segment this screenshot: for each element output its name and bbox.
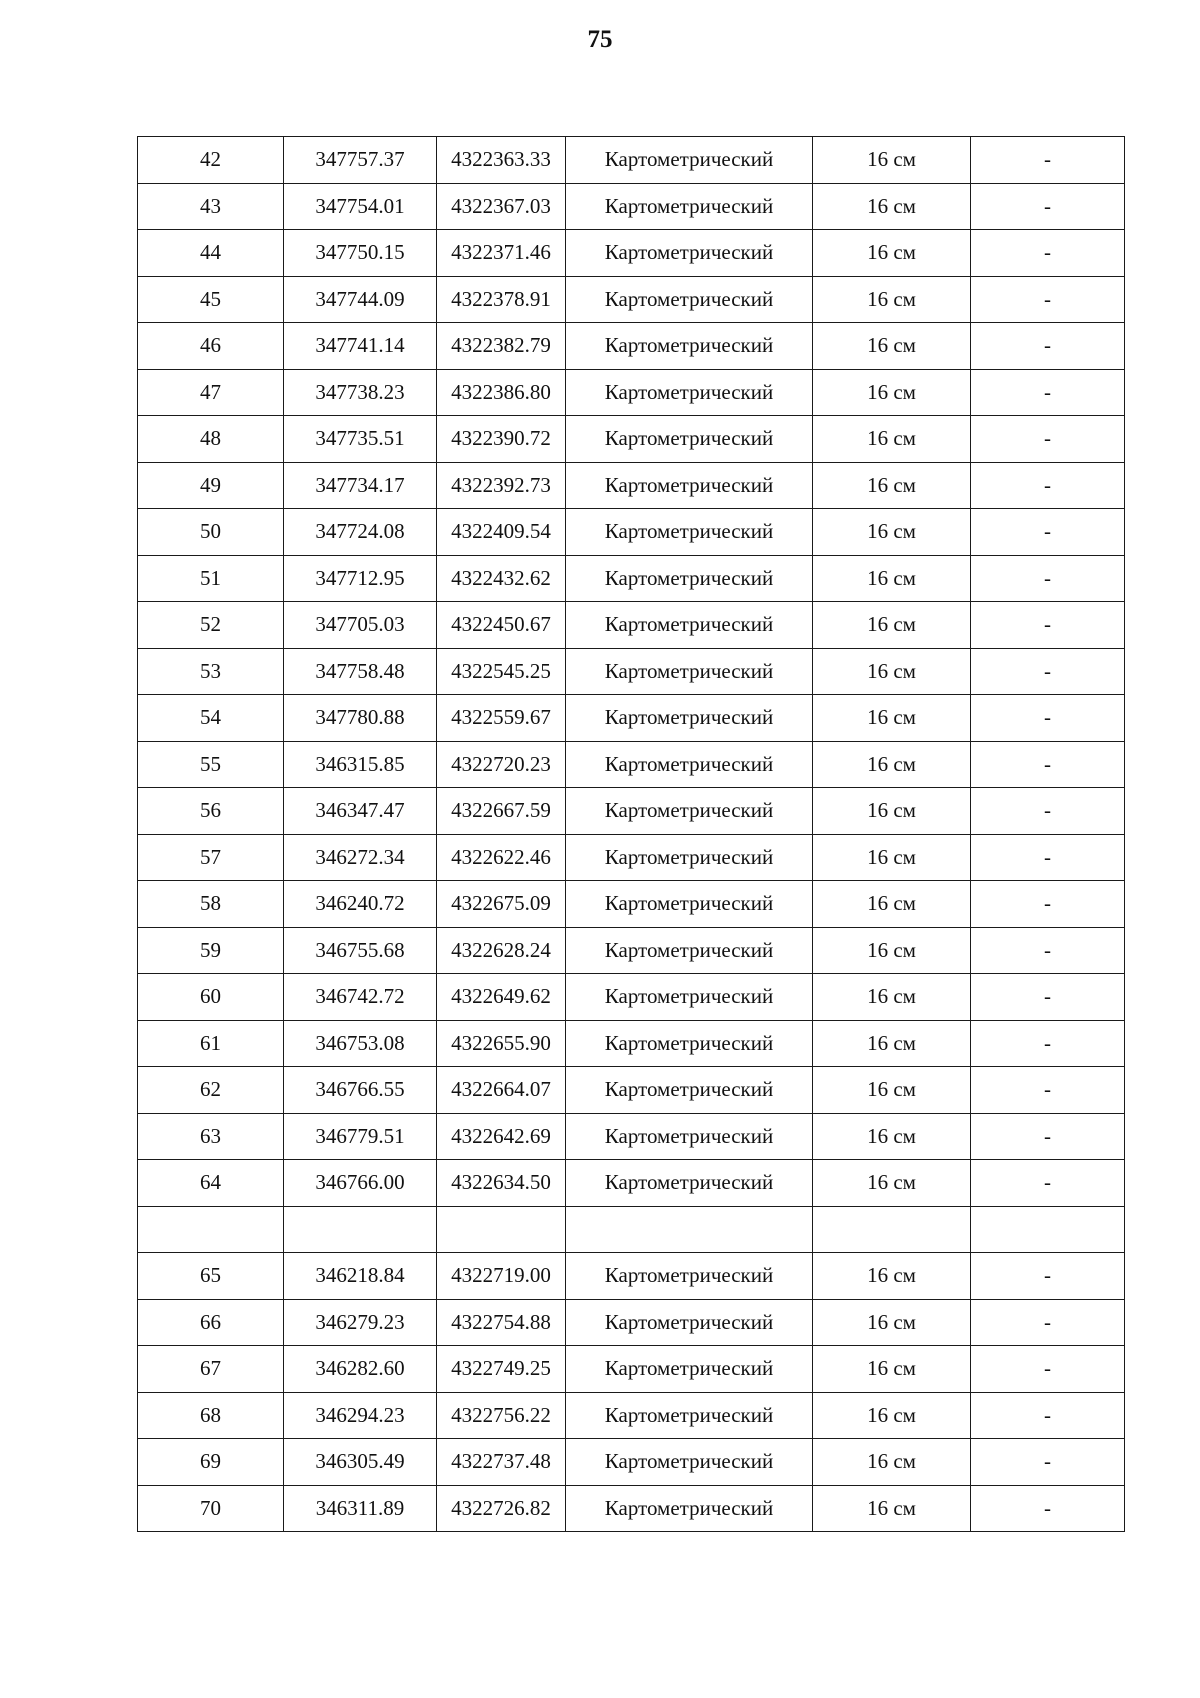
point-number-cell: 67 — [138, 1346, 284, 1393]
y-coordinate-cell: 4322642.69 — [437, 1113, 566, 1160]
accuracy-cell: 16 см — [813, 230, 971, 277]
method-cell: Картометрический — [566, 1346, 813, 1393]
point-number-cell: 55 — [138, 741, 284, 788]
table-row — [138, 276, 1125, 323]
x-coordinate-cell: 346753.08 — [284, 1020, 437, 1067]
note-cell: - — [971, 1392, 1125, 1439]
note-cell: - — [971, 695, 1125, 742]
point-number-cell: 63 — [138, 1113, 284, 1160]
point-number-cell: 44 — [138, 230, 284, 277]
method-cell: Картометрический — [566, 323, 813, 370]
table-row — [138, 974, 1125, 1021]
y-coordinate-cell: 4322363.33 — [437, 137, 566, 184]
accuracy-cell: 16 см — [813, 462, 971, 509]
table-row — [138, 1392, 1125, 1439]
y-coordinate-cell: 4322726.82 — [437, 1485, 566, 1532]
accuracy-cell: 16 см — [813, 555, 971, 602]
x-coordinate-cell: 346279.23 — [284, 1299, 437, 1346]
x-coordinate-cell: 346766.00 — [284, 1160, 437, 1207]
table-row — [138, 1439, 1125, 1486]
coordinates-table — [137, 136, 1125, 1532]
point-number-cell: 69 — [138, 1439, 284, 1486]
table-row — [138, 230, 1125, 277]
point-number-cell: 57 — [138, 834, 284, 881]
point-number-cell: 66 — [138, 1299, 284, 1346]
point-number-cell: 56 — [138, 788, 284, 835]
y-coordinate-cell: 4322409.54 — [437, 509, 566, 556]
x-coordinate-cell: 347705.03 — [284, 602, 437, 649]
method-cell: Картометрический — [566, 788, 813, 835]
table-row — [138, 1206, 1125, 1253]
x-coordinate-cell: 347738.23 — [284, 369, 437, 416]
method-cell: Картометрический — [566, 602, 813, 649]
note-cell: - — [971, 323, 1125, 370]
y-coordinate-cell: 4322622.46 — [437, 834, 566, 881]
method-cell: Картометрический — [566, 1113, 813, 1160]
x-coordinate-cell: 346218.84 — [284, 1253, 437, 1300]
method-cell: Картометрический — [566, 1067, 813, 1114]
accuracy-cell: 16 см — [813, 1485, 971, 1532]
y-coordinate-cell: 4322667.59 — [437, 788, 566, 835]
method-cell — [566, 1206, 813, 1253]
table-row — [138, 462, 1125, 509]
accuracy-cell: 16 см — [813, 1253, 971, 1300]
method-cell: Картометрический — [566, 881, 813, 928]
method-cell: Картометрический — [566, 555, 813, 602]
y-coordinate-cell: 4322628.24 — [437, 927, 566, 974]
y-coordinate-cell: 4322371.46 — [437, 230, 566, 277]
x-coordinate-cell: 347724.08 — [284, 509, 437, 556]
x-coordinate-cell: 346294.23 — [284, 1392, 437, 1439]
table-row — [138, 1346, 1125, 1393]
table-row — [138, 927, 1125, 974]
method-cell: Картометрический — [566, 462, 813, 509]
note-cell: - — [971, 881, 1125, 928]
table-row — [138, 369, 1125, 416]
x-coordinate-cell: 346305.49 — [284, 1439, 437, 1486]
x-coordinate-cell — [284, 1206, 437, 1253]
table-row — [138, 555, 1125, 602]
note-cell: - — [971, 183, 1125, 230]
y-coordinate-cell: 4322664.07 — [437, 1067, 566, 1114]
y-coordinate-cell: 4322386.80 — [437, 369, 566, 416]
accuracy-cell: 16 см — [813, 834, 971, 881]
x-coordinate-cell: 346779.51 — [284, 1113, 437, 1160]
point-number-cell: 49 — [138, 462, 284, 509]
point-number-cell: 53 — [138, 648, 284, 695]
note-cell: - — [971, 555, 1125, 602]
y-coordinate-cell: 4322382.79 — [437, 323, 566, 370]
y-coordinate-cell: 4322390.72 — [437, 416, 566, 463]
point-number-cell: 59 — [138, 927, 284, 974]
accuracy-cell: 16 см — [813, 1160, 971, 1207]
accuracy-cell: 16 см — [813, 1299, 971, 1346]
y-coordinate-cell: 4322378.91 — [437, 276, 566, 323]
note-cell: - — [971, 1299, 1125, 1346]
point-number-cell: 47 — [138, 369, 284, 416]
method-cell: Картометрический — [566, 416, 813, 463]
y-coordinate-cell: 4322720.23 — [437, 741, 566, 788]
accuracy-cell: 16 см — [813, 974, 971, 1021]
x-coordinate-cell: 346311.89 — [284, 1485, 437, 1532]
method-cell: Картометрический — [566, 1485, 813, 1532]
point-number-cell: 54 — [138, 695, 284, 742]
table-row — [138, 1160, 1125, 1207]
x-coordinate-cell: 347744.09 — [284, 276, 437, 323]
table-row — [138, 1067, 1125, 1114]
point-number-cell: 60 — [138, 974, 284, 1021]
table-row — [138, 1253, 1125, 1300]
note-cell: - — [971, 509, 1125, 556]
point-number-cell: 70 — [138, 1485, 284, 1532]
x-coordinate-cell: 346282.60 — [284, 1346, 437, 1393]
y-coordinate-cell: 4322450.67 — [437, 602, 566, 649]
accuracy-cell: 16 см — [813, 137, 971, 184]
accuracy-cell: 16 см — [813, 1346, 971, 1393]
table-row — [138, 741, 1125, 788]
y-coordinate-cell — [437, 1206, 566, 1253]
accuracy-cell: 16 см — [813, 183, 971, 230]
note-cell: - — [971, 974, 1125, 1021]
y-coordinate-cell: 4322749.25 — [437, 1346, 566, 1393]
method-cell: Картометрический — [566, 834, 813, 881]
method-cell: Картометрический — [566, 741, 813, 788]
point-number-cell: 65 — [138, 1253, 284, 1300]
note-cell — [971, 1206, 1125, 1253]
accuracy-cell: 16 см — [813, 1113, 971, 1160]
note-cell: - — [971, 137, 1125, 184]
method-cell: Картометрический — [566, 1253, 813, 1300]
x-coordinate-cell: 346315.85 — [284, 741, 437, 788]
method-cell: Картометрический — [566, 974, 813, 1021]
x-coordinate-cell: 346240.72 — [284, 881, 437, 928]
table-row — [138, 137, 1125, 184]
note-cell: - — [971, 369, 1125, 416]
method-cell: Картометрический — [566, 1020, 813, 1067]
x-coordinate-cell: 347757.37 — [284, 137, 437, 184]
point-number-cell: 46 — [138, 323, 284, 370]
x-coordinate-cell: 347758.48 — [284, 648, 437, 695]
point-number-cell: 48 — [138, 416, 284, 463]
accuracy-cell: 16 см — [813, 1392, 971, 1439]
method-cell: Картометрический — [566, 648, 813, 695]
table-row — [138, 1113, 1125, 1160]
accuracy-cell: 16 см — [813, 602, 971, 649]
method-cell: Картометрический — [566, 1392, 813, 1439]
accuracy-cell: 16 см — [813, 788, 971, 835]
coordinates-table-body — [138, 137, 1125, 1532]
x-coordinate-cell: 347734.17 — [284, 462, 437, 509]
point-number-cell: 58 — [138, 881, 284, 928]
note-cell: - — [971, 276, 1125, 323]
point-number-cell: 61 — [138, 1020, 284, 1067]
method-cell: Картометрический — [566, 927, 813, 974]
table-row — [138, 323, 1125, 370]
note-cell: - — [971, 1439, 1125, 1486]
y-coordinate-cell: 4322367.03 — [437, 183, 566, 230]
note-cell: - — [971, 462, 1125, 509]
method-cell: Картометрический — [566, 230, 813, 277]
method-cell: Картометрический — [566, 1439, 813, 1486]
method-cell: Картометрический — [566, 695, 813, 742]
accuracy-cell — [813, 1206, 971, 1253]
table-row — [138, 695, 1125, 742]
method-cell: Картометрический — [566, 509, 813, 556]
note-cell: - — [971, 1253, 1125, 1300]
x-coordinate-cell: 346272.34 — [284, 834, 437, 881]
x-coordinate-cell: 346766.55 — [284, 1067, 437, 1114]
point-number-cell: 64 — [138, 1160, 284, 1207]
page-number: 75 — [587, 26, 613, 53]
x-coordinate-cell: 346742.72 — [284, 974, 437, 1021]
note-cell: - — [971, 648, 1125, 695]
x-coordinate-cell: 347780.88 — [284, 695, 437, 742]
note-cell: - — [971, 1067, 1125, 1114]
method-cell: Картометрический — [566, 1299, 813, 1346]
note-cell: - — [971, 741, 1125, 788]
point-number-cell: 62 — [138, 1067, 284, 1114]
y-coordinate-cell: 4322756.22 — [437, 1392, 566, 1439]
point-number-cell: 51 — [138, 555, 284, 602]
accuracy-cell: 16 см — [813, 927, 971, 974]
accuracy-cell: 16 см — [813, 741, 971, 788]
table-row — [138, 1299, 1125, 1346]
y-coordinate-cell: 4322719.00 — [437, 1253, 566, 1300]
note-cell: - — [971, 1020, 1125, 1067]
accuracy-cell: 16 см — [813, 1067, 971, 1114]
y-coordinate-cell: 4322392.73 — [437, 462, 566, 509]
table-row — [138, 834, 1125, 881]
y-coordinate-cell: 4322432.62 — [437, 555, 566, 602]
note-cell: - — [971, 1485, 1125, 1532]
y-coordinate-cell: 4322649.62 — [437, 974, 566, 1021]
y-coordinate-cell: 4322545.25 — [437, 648, 566, 695]
accuracy-cell: 16 см — [813, 648, 971, 695]
table-row — [138, 881, 1125, 928]
note-cell: - — [971, 834, 1125, 881]
point-number-cell: 45 — [138, 276, 284, 323]
note-cell: - — [971, 788, 1125, 835]
y-coordinate-cell: 4322634.50 — [437, 1160, 566, 1207]
table-row — [138, 648, 1125, 695]
accuracy-cell: 16 см — [813, 276, 971, 323]
x-coordinate-cell: 347741.14 — [284, 323, 437, 370]
table-row — [138, 602, 1125, 649]
method-cell: Картометрический — [566, 1160, 813, 1207]
table-row — [138, 509, 1125, 556]
x-coordinate-cell: 347712.95 — [284, 555, 437, 602]
point-number-cell: 50 — [138, 509, 284, 556]
note-cell: - — [971, 927, 1125, 974]
accuracy-cell: 16 см — [813, 1439, 971, 1486]
table-row — [138, 183, 1125, 230]
x-coordinate-cell: 346347.47 — [284, 788, 437, 835]
note-cell: - — [971, 1346, 1125, 1393]
point-number-cell — [138, 1206, 284, 1253]
x-coordinate-cell: 346755.68 — [284, 927, 437, 974]
note-cell: - — [971, 1113, 1125, 1160]
point-number-cell: 52 — [138, 602, 284, 649]
method-cell: Картометрический — [566, 276, 813, 323]
point-number-cell: 42 — [138, 137, 284, 184]
method-cell: Картометрический — [566, 137, 813, 184]
table-row — [138, 788, 1125, 835]
point-number-cell: 43 — [138, 183, 284, 230]
note-cell: - — [971, 416, 1125, 463]
x-coordinate-cell: 347754.01 — [284, 183, 437, 230]
table-row — [138, 416, 1125, 463]
y-coordinate-cell: 4322675.09 — [437, 881, 566, 928]
method-cell: Картометрический — [566, 183, 813, 230]
note-cell: - — [971, 230, 1125, 277]
accuracy-cell: 16 см — [813, 1020, 971, 1067]
accuracy-cell: 16 см — [813, 509, 971, 556]
note-cell: - — [971, 1160, 1125, 1207]
x-coordinate-cell: 347735.51 — [284, 416, 437, 463]
table-row — [138, 1485, 1125, 1532]
accuracy-cell: 16 см — [813, 323, 971, 370]
point-number-cell: 68 — [138, 1392, 284, 1439]
method-cell: Картометрический — [566, 369, 813, 416]
accuracy-cell: 16 см — [813, 695, 971, 742]
y-coordinate-cell: 4322559.67 — [437, 695, 566, 742]
y-coordinate-cell: 4322737.48 — [437, 1439, 566, 1486]
x-coordinate-cell: 347750.15 — [284, 230, 437, 277]
accuracy-cell: 16 см — [813, 416, 971, 463]
y-coordinate-cell: 4322655.90 — [437, 1020, 566, 1067]
table-row — [138, 1020, 1125, 1067]
accuracy-cell: 16 см — [813, 369, 971, 416]
note-cell: - — [971, 602, 1125, 649]
accuracy-cell: 16 см — [813, 881, 971, 928]
y-coordinate-cell: 4322754.88 — [437, 1299, 566, 1346]
